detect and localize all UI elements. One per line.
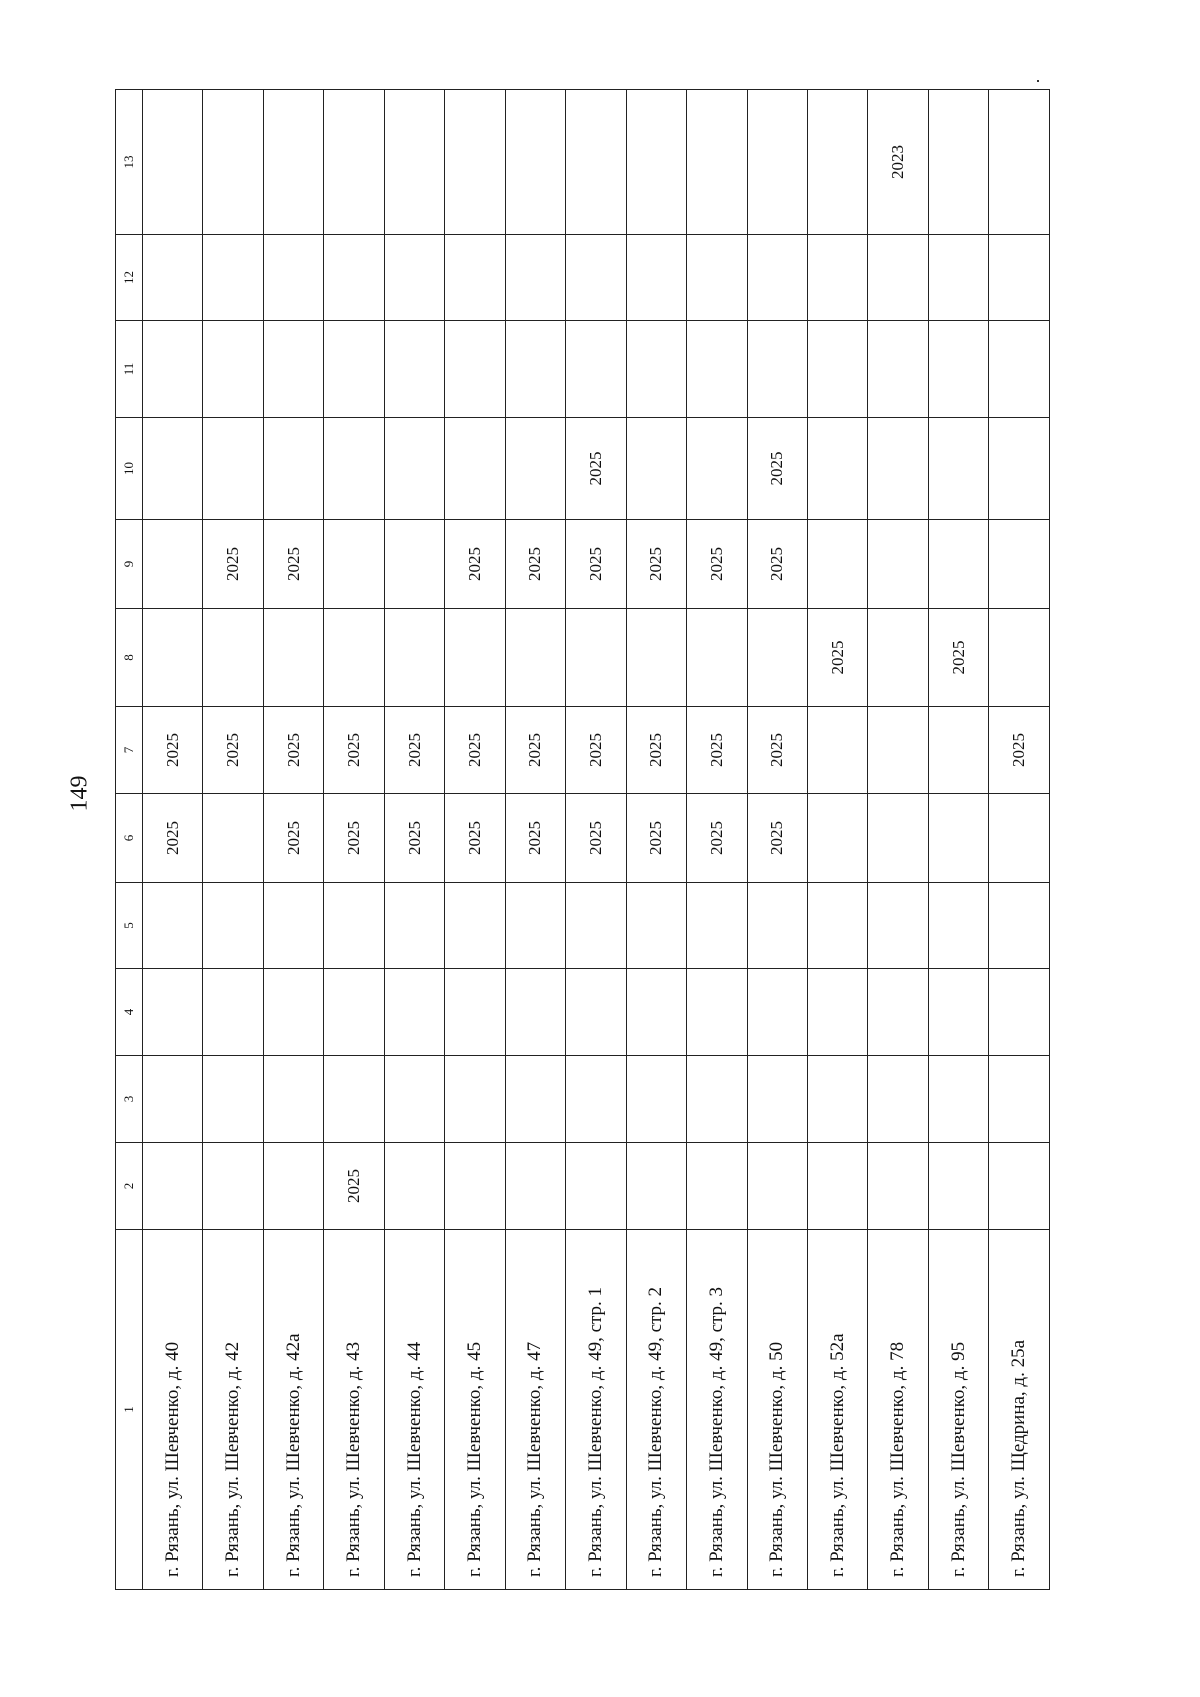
- year-cell: [687, 1143, 747, 1230]
- year-cell: [263, 90, 323, 235]
- year-cell: [928, 418, 988, 520]
- year-cell: [384, 90, 444, 235]
- year-cell: [807, 90, 867, 235]
- year-cell: [747, 321, 807, 418]
- table-row: [445, 90, 505, 1590]
- table-row: [868, 90, 928, 1590]
- year-cell: [505, 235, 565, 321]
- year-cell: 2025: [263, 520, 323, 609]
- column-number: 11: [116, 321, 143, 418]
- year-cell: 2025: [626, 794, 686, 883]
- year-cell: [566, 969, 626, 1056]
- column-number: 10: [116, 418, 143, 520]
- year-cell: 2025: [324, 707, 384, 794]
- year-cell: [868, 794, 928, 883]
- year-cell: [687, 1056, 747, 1143]
- year-cell: [263, 1143, 323, 1230]
- year-cell: [928, 883, 988, 969]
- year-cell: [505, 883, 565, 969]
- address-cell: г. Рязань, ул. Шевченко, д. 42а: [263, 1230, 323, 1590]
- year-cell: 2025: [384, 794, 444, 883]
- column-number: 5: [116, 883, 143, 969]
- year-cell: 2025: [566, 707, 626, 794]
- year-cell: [626, 969, 686, 1056]
- year-cell: [143, 1143, 203, 1230]
- year-cell: [868, 520, 928, 609]
- table-row: [989, 90, 1050, 1590]
- year-cell: [566, 90, 626, 235]
- year-cell: [807, 707, 867, 794]
- year-cell: [445, 90, 505, 235]
- year-cell: [384, 969, 444, 1056]
- year-cell: [324, 235, 384, 321]
- page-number: 149: [66, 775, 93, 812]
- year-cell: [928, 794, 988, 883]
- year-cell: 2025: [263, 707, 323, 794]
- address-cell: г. Рязань, ул. Шевченко, д. 42: [203, 1230, 263, 1590]
- year-cell: [505, 969, 565, 1056]
- year-cell: [384, 609, 444, 707]
- year-cell: [505, 321, 565, 418]
- column-number: 4: [116, 969, 143, 1056]
- year-cell: [263, 969, 323, 1056]
- table-row: [143, 90, 203, 1590]
- year-cell: [263, 883, 323, 969]
- year-cell: [263, 418, 323, 520]
- address-cell: г. Рязань, ул. Шевченко, д. 43: [324, 1230, 384, 1590]
- year-cell: 2025: [626, 520, 686, 609]
- table-body: [143, 90, 1050, 1590]
- year-cell: [989, 90, 1050, 235]
- year-cell: [263, 1056, 323, 1143]
- year-cell: 2025: [566, 418, 626, 520]
- year-cell: [143, 235, 203, 321]
- year-cell: [445, 1056, 505, 1143]
- year-cell: [626, 609, 686, 707]
- address-cell: г. Рязань, ул. Шевченко, д. 50: [747, 1230, 807, 1590]
- year-cell: [807, 235, 867, 321]
- year-cell: [747, 1143, 807, 1230]
- column-number: 3: [116, 1056, 143, 1143]
- year-cell: [324, 883, 384, 969]
- address-cell: г. Рязань, ул. Шевченко, д. 95: [928, 1230, 988, 1590]
- address-cell: г. Рязань, ул. Щедрина, д. 25а: [989, 1230, 1050, 1590]
- year-cell: 2025: [687, 707, 747, 794]
- table-row: [384, 90, 444, 1590]
- year-cell: [384, 235, 444, 321]
- table-row: [687, 90, 747, 1590]
- year-cell: [807, 969, 867, 1056]
- year-cell: [687, 883, 747, 969]
- year-cell: [566, 235, 626, 321]
- year-cell: [445, 321, 505, 418]
- table-row: [928, 90, 988, 1590]
- year-cell: [505, 418, 565, 520]
- address-cell: г. Рязань, ул. Шевченко, д. 49, стр. 2: [626, 1230, 686, 1590]
- year-cell: 2025: [505, 520, 565, 609]
- table-row: [203, 90, 263, 1590]
- year-cell: 2025: [807, 609, 867, 707]
- year-cell: [445, 883, 505, 969]
- year-cell: [566, 321, 626, 418]
- address-cell: г. Рязань, ул. Шевченко, д. 52а: [807, 1230, 867, 1590]
- year-cell: 2025: [263, 794, 323, 883]
- year-cell: [807, 1056, 867, 1143]
- column-number: 1: [116, 1230, 143, 1590]
- year-cell: [807, 520, 867, 609]
- year-cell: [626, 1056, 686, 1143]
- year-cell: [747, 235, 807, 321]
- year-cell: [626, 1143, 686, 1230]
- year-cell: [143, 883, 203, 969]
- year-cell: [747, 969, 807, 1056]
- year-cell: [868, 883, 928, 969]
- column-number: 13: [116, 90, 143, 235]
- year-cell: [928, 321, 988, 418]
- year-cell: [143, 520, 203, 609]
- year-cell: [384, 1143, 444, 1230]
- year-cell: 2025: [687, 794, 747, 883]
- year-cell: 2025: [324, 794, 384, 883]
- year-cell: [626, 883, 686, 969]
- year-cell: 2025: [505, 794, 565, 883]
- year-cell: [203, 235, 263, 321]
- year-cell: [928, 1143, 988, 1230]
- schedule-table: [115, 89, 1050, 1590]
- year-cell: [747, 90, 807, 235]
- year-cell: [324, 418, 384, 520]
- year-cell: [868, 707, 928, 794]
- year-cell: 2025: [928, 609, 988, 707]
- year-cell: 2025: [384, 707, 444, 794]
- year-cell: [203, 883, 263, 969]
- table-row: [747, 90, 807, 1590]
- column-number: 6: [116, 794, 143, 883]
- year-cell: [384, 520, 444, 609]
- year-cell: [868, 609, 928, 707]
- column-number-row: [116, 90, 143, 1590]
- year-cell: [626, 90, 686, 235]
- year-cell: [445, 235, 505, 321]
- year-cell: 2025: [687, 520, 747, 609]
- table-rotated-container: [115, 90, 1050, 1590]
- column-number: 8: [116, 609, 143, 707]
- year-cell: [928, 707, 988, 794]
- year-cell: 2025: [566, 520, 626, 609]
- year-cell: [324, 1056, 384, 1143]
- column-number: 9: [116, 520, 143, 609]
- table-row: [324, 90, 384, 1590]
- year-cell: [989, 321, 1050, 418]
- year-cell: [384, 883, 444, 969]
- year-cell: [566, 1056, 626, 1143]
- year-cell: 2025: [505, 707, 565, 794]
- address-cell: г. Рязань, ул. Шевченко, д. 47: [505, 1230, 565, 1590]
- year-cell: [989, 1056, 1050, 1143]
- year-cell: [143, 1056, 203, 1143]
- year-cell: [203, 1143, 263, 1230]
- year-cell: [687, 418, 747, 520]
- year-cell: [384, 321, 444, 418]
- year-cell: [687, 90, 747, 235]
- year-cell: [687, 609, 747, 707]
- year-cell: [324, 520, 384, 609]
- year-cell: [566, 1143, 626, 1230]
- year-cell: [989, 883, 1050, 969]
- scan-speck: [1037, 80, 1039, 82]
- year-cell: [566, 883, 626, 969]
- year-cell: [626, 235, 686, 321]
- year-cell: [928, 90, 988, 235]
- year-cell: [263, 235, 323, 321]
- year-cell: [928, 969, 988, 1056]
- column-number: 7: [116, 707, 143, 794]
- year-cell: 2025: [445, 520, 505, 609]
- year-cell: [928, 520, 988, 609]
- year-cell: 2025: [445, 794, 505, 883]
- year-cell: [928, 235, 988, 321]
- year-cell: 2025: [747, 418, 807, 520]
- year-cell: [989, 418, 1050, 520]
- year-cell: 2025: [143, 707, 203, 794]
- year-cell: [143, 969, 203, 1056]
- table-row: [505, 90, 565, 1590]
- year-cell: [384, 418, 444, 520]
- year-cell: [505, 1056, 565, 1143]
- year-cell: [445, 969, 505, 1056]
- table-row: [626, 90, 686, 1590]
- year-cell: 2025: [626, 707, 686, 794]
- column-number: 2: [116, 1143, 143, 1230]
- year-cell: [143, 609, 203, 707]
- year-cell: 2025: [747, 520, 807, 609]
- year-cell: [384, 1056, 444, 1143]
- table-row: [807, 90, 867, 1590]
- year-cell: [989, 1143, 1050, 1230]
- year-cell: 2025: [203, 707, 263, 794]
- year-cell: [445, 1143, 505, 1230]
- address-cell: г. Рязань, ул. Шевченко, д. 78: [868, 1230, 928, 1590]
- year-cell: [203, 794, 263, 883]
- column-number: 12: [116, 235, 143, 321]
- year-cell: [203, 90, 263, 235]
- year-cell: [868, 418, 928, 520]
- year-cell: [445, 609, 505, 707]
- address-cell: г. Рязань, ул. Шевченко, д. 40: [143, 1230, 203, 1590]
- address-cell: г. Рязань, ул. Шевченко, д. 49, стр. 1: [566, 1230, 626, 1590]
- year-cell: [143, 90, 203, 235]
- year-cell: 2025: [203, 520, 263, 609]
- year-cell: [203, 609, 263, 707]
- year-cell: [868, 1056, 928, 1143]
- year-cell: [747, 609, 807, 707]
- year-cell: [807, 883, 867, 969]
- year-cell: [687, 321, 747, 418]
- year-cell: [445, 418, 505, 520]
- year-cell: [203, 418, 263, 520]
- year-cell: [868, 235, 928, 321]
- year-cell: [989, 794, 1050, 883]
- year-cell: [807, 418, 867, 520]
- year-cell: [989, 520, 1050, 609]
- year-cell: [868, 321, 928, 418]
- year-cell: [203, 1056, 263, 1143]
- table-row: [263, 90, 323, 1590]
- year-cell: [203, 969, 263, 1056]
- year-cell: [324, 90, 384, 235]
- year-cell: 2025: [989, 707, 1050, 794]
- table-row: [566, 90, 626, 1590]
- year-cell: 2025: [747, 794, 807, 883]
- year-cell: [807, 794, 867, 883]
- year-cell: [203, 321, 263, 418]
- year-cell: [868, 969, 928, 1056]
- year-cell: [143, 418, 203, 520]
- year-cell: [687, 235, 747, 321]
- year-cell: 2025: [747, 707, 807, 794]
- address-cell: г. Рязань, ул. Шевченко, д. 44: [384, 1230, 444, 1590]
- year-cell: [566, 609, 626, 707]
- year-cell: 2025: [143, 794, 203, 883]
- address-cell: г. Рязань, ул. Шевченко, д. 49, стр. 3: [687, 1230, 747, 1590]
- year-cell: [324, 321, 384, 418]
- year-cell: 2025: [566, 794, 626, 883]
- year-cell: [989, 969, 1050, 1056]
- year-cell: [747, 1056, 807, 1143]
- year-cell: [505, 90, 565, 235]
- year-cell: [626, 321, 686, 418]
- year-cell: [807, 1143, 867, 1230]
- year-cell: [989, 235, 1050, 321]
- year-cell: 2023: [868, 90, 928, 235]
- year-cell: [868, 1143, 928, 1230]
- year-cell: [626, 418, 686, 520]
- year-cell: [928, 1056, 988, 1143]
- year-cell: [807, 321, 867, 418]
- year-cell: [263, 321, 323, 418]
- year-cell: 2025: [445, 707, 505, 794]
- year-cell: [143, 321, 203, 418]
- year-cell: [505, 609, 565, 707]
- year-cell: 2025: [324, 1143, 384, 1230]
- year-cell: [505, 1143, 565, 1230]
- year-cell: [324, 609, 384, 707]
- address-cell: г. Рязань, ул. Шевченко, д. 45: [445, 1230, 505, 1590]
- year-cell: [747, 883, 807, 969]
- year-cell: [263, 609, 323, 707]
- year-cell: [687, 969, 747, 1056]
- year-cell: [989, 609, 1050, 707]
- year-cell: [324, 969, 384, 1056]
